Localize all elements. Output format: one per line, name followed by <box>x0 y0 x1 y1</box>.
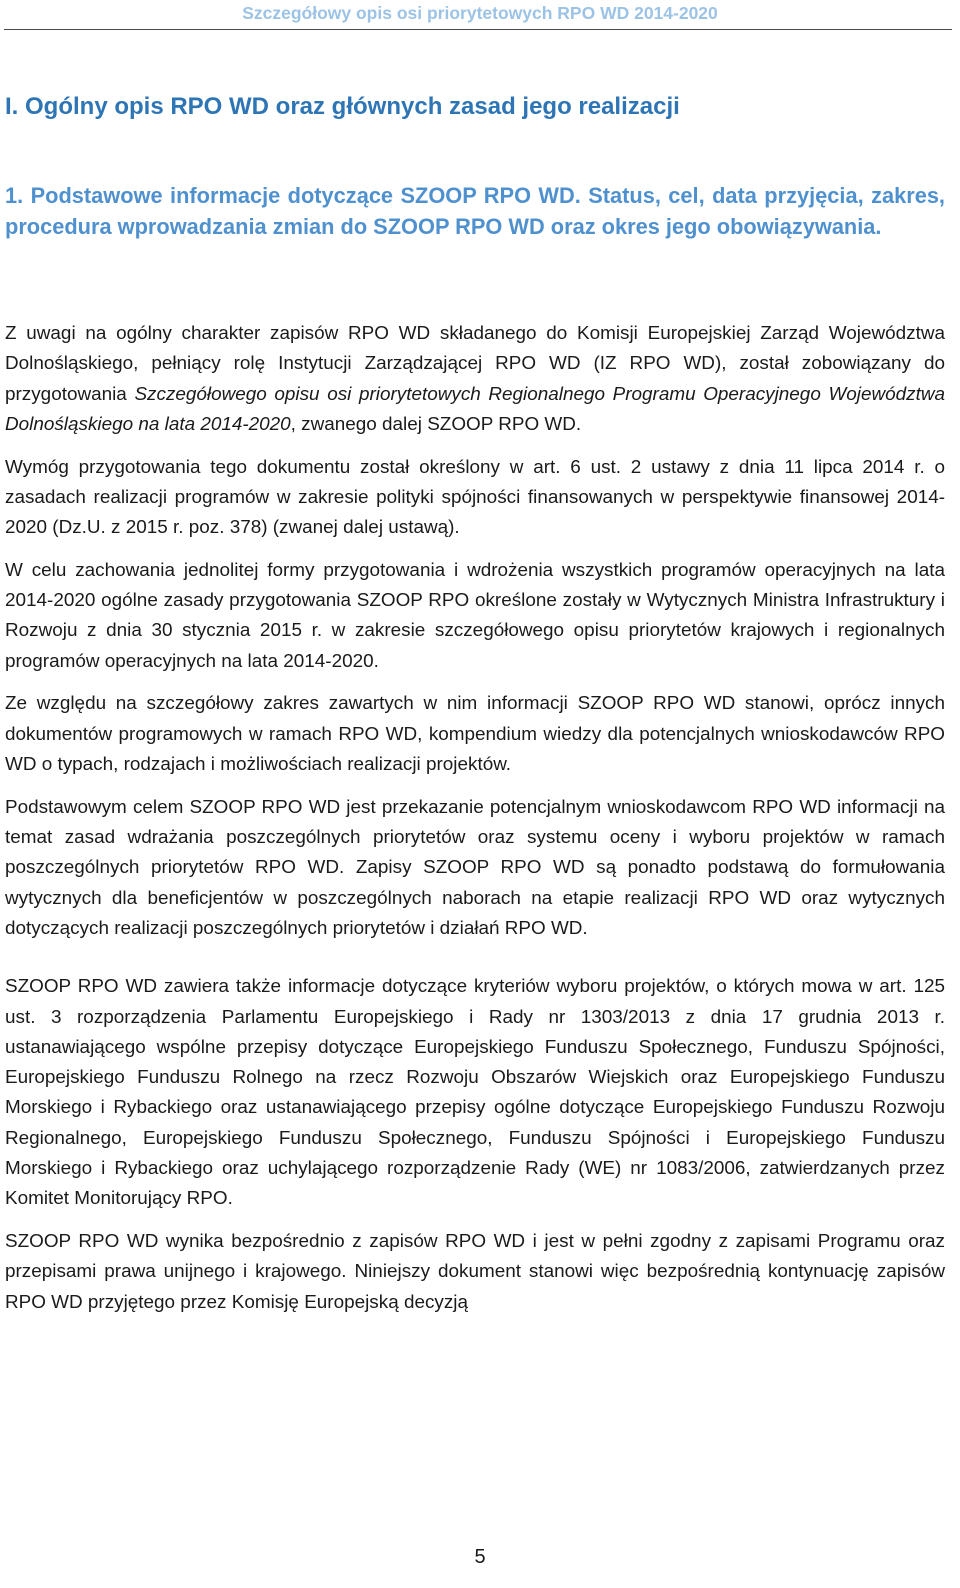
paragraph-intro <box>5 319 945 440</box>
subsection-heading: 1. Podstawowe informacje dotyczące SZOOP RPO WD. Status, cel, data przyjęcia, zakres, procedura wprowadzania zmian do SZOOP RPO WD oraz okres jego obowiązywania. <box>5 183 945 239</box>
page-number: 5 <box>474 1546 486 1568</box>
paragraph-purpose: Podstawowym celem SZOOP RPO WD jest przekazanie potencjalnym wnioskodawcom RPO WD informacji na temat zasad wdrażania poszczególnych priorytetów oraz systemu oceny i wyboru projektów w ramach poszczególnych priorytetów RPO WD. Zapisy SZOOP RPO WD są ponadto podstawą do formułowania wytycznych dla beneficjentów w poszczególnych naborach na etapie realizacji RPO WD oraz wytycznych dotyczących realizacji poszczególnych priorytetów i działań RPO WD. <box>5 796 945 939</box>
paragraph-selection-criteria: SZOOP RPO WD zawiera także informacje dotyczące kryteriów wyboru projektów, o których mowa w art. 125 ust. 3 rozporządzenia Parlamentu Europejskiego i Rady nr 1303/2013 z dnia 17 grudnia 2013 r. ustanawiającego wspólne przepisy dotyczące Europejskiego Funduszu Społecznego, Funduszu Spójności, Europejskiego Funduszu Rolnego na rzecz Rozwoju Obszarów Wiejskich oraz Europejskiego Funduszu Morskiego i Rybackiego oraz ustanawiającego przepisy ogólne dotyczące Europejskiego Funduszu Rozwoju Regionalnego, Europejskiego Funduszu Społecznego, Funduszu Spójności i Europejskiego Funduszu Morskiego i Rybackiego oraz uchylającego rozporządzenie Rady (WE) nr 1083/2006, zatwierdzanych przez Komitet Monitorujący RPO. <box>5 976 945 1210</box>
paragraph-legal-basis: Wymóg przygotowania tego dokumentu został określony w art. 6 ust. 2 ustawy z dnia 11 lipca 2014 r. o zasadach realizacji programów w zakresie polityki spójności finansowanych w perspektywie finansowej 2014-2020 (Dz.U. z 2015 r. poz. 378) (zwanej dalej ustawą). <box>5 456 945 539</box>
header-divider <box>4 29 952 30</box>
paragraph-guidelines: W celu zachowania jednolitej formy przygotowania i wdrożenia wszystkich programów operacyjnych na lata 2014-2020 ogólne zasady przygotowania SZOOP RPO określone zostały w Wytycznych Ministra Infrastruktury i Rozwoju z dnia 30 stycznia 2015 r. w zakresie szczegółowego opisu priorytetów krajowych i regionalnych programów operacyjnych na lata 2014-2020. <box>5 559 945 672</box>
paragraph-intro-text: Z uwagi na ogólny charakter zapisów RPO WD składanego do Komisji Europejskiej Zarząd Województwa Dolnośląskiego, pełniący rolę Instytucji Zarządzającej RPO WD (IZ RPO WD), został zobowiązany do przygotowania <box>5 323 945 405</box>
paragraph-scope: Ze względu na szczegółowy zakres zawartych w nim informacji SZOOP RPO WD stanowi, oprócz innych dokumentów programowych w ramach RPO WD, kompendium wiedzy dla potencjalnych wnioskodawców RPO WD o typach, rodzajach i możliwościach realizacji projektów. <box>5 693 945 776</box>
paragraph-intro-text-end: , zwanego dalej SZOOP RPO WD. <box>290 413 582 435</box>
section-heading: I. Ogólny opis RPO WD oraz głównych zasad jego realizacji <box>5 93 680 120</box>
document-title-italic: Szczegółowego opisu osi priorytetowych Regionalnego Programu Operacyjnego Województwa Dolnośląskiego na lata 2014-2020 <box>5 383 945 435</box>
document-body <box>5 319 945 1330</box>
running-header: Szczegółowy opis osi priorytetowych RPO WD 2014-2020 <box>242 3 718 23</box>
paragraph-compliance: SZOOP RPO WD wynika bezpośrednio z zapisów RPO WD i jest w pełni zgodny z zapisami Programu oraz przepisami prawa unijnego i krajowego. Niniejszy dokument stanowi więc bezpośrednią kontynuację zapisów RPO WD przyjętego przez Komisję Europejską decyzją <box>5 1230 945 1313</box>
